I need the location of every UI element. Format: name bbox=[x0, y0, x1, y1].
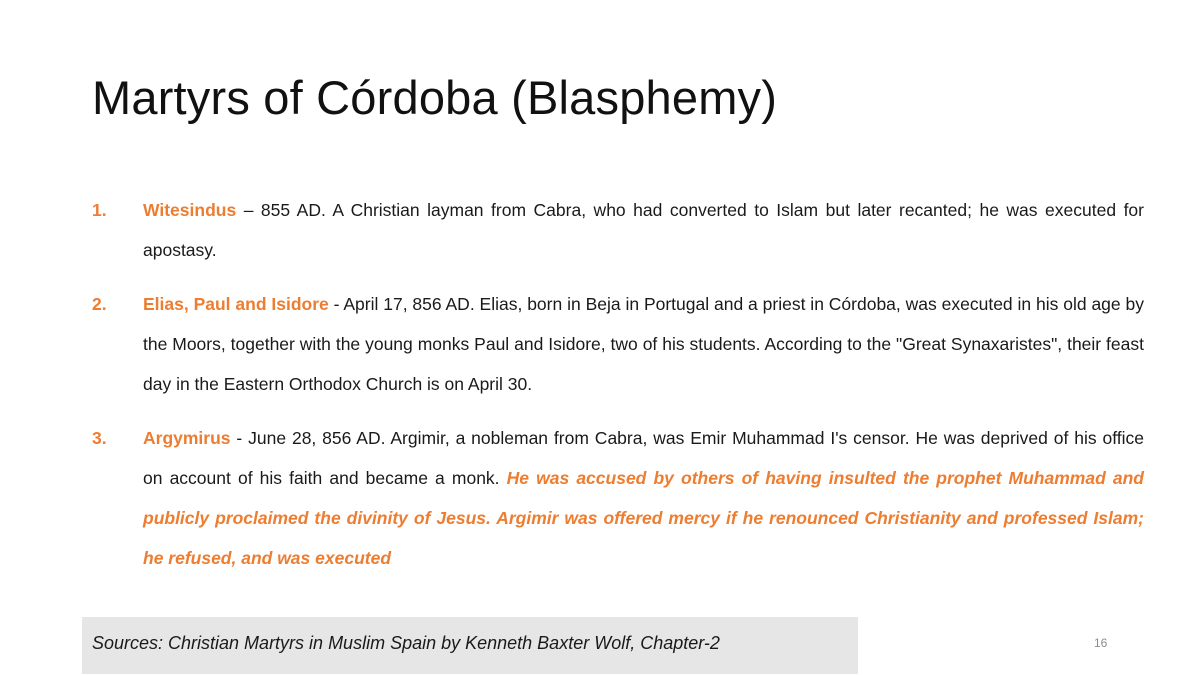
martyr-name: Witesindus bbox=[143, 200, 237, 220]
martyr-description: - June 28, 856 AD. Argimir, a nobleman from Cabra, was Emir Muhammad I's censor. He was deprived of his office on account of his faith and became a monk. bbox=[143, 428, 1144, 488]
list-item-body bbox=[143, 418, 1144, 578]
list-item bbox=[92, 190, 1144, 270]
martyr-description: – 855 AD. A Christian layman from Cabra, who had converted to Islam but later recanted; he was executed for apostasy. bbox=[143, 200, 1144, 260]
list-item-body bbox=[143, 284, 1144, 404]
list-item bbox=[92, 284, 1144, 404]
sources-box bbox=[82, 617, 858, 674]
emphasized-description: He was accused by others of having insulted the prophet Muhammad and publicly proclaimed the divinity of Jesus. Argimir was offered mercy if he renounced Christianity and professed Islam; he refused, and was executed bbox=[143, 468, 1145, 568]
sources-text: Sources: Christian Martyrs in Muslim Spain by Kenneth Baxter Wolf, Chapter-2 bbox=[92, 633, 720, 653]
list-item-number: 3. bbox=[92, 428, 107, 448]
martyr-list bbox=[92, 190, 1144, 592]
list-item bbox=[92, 418, 1144, 578]
list-item-body bbox=[143, 190, 1144, 270]
martyr-name: Argymirus bbox=[143, 428, 231, 448]
list-item-number: 1. bbox=[92, 200, 107, 220]
martyr-name: Elias, Paul and Isidore bbox=[143, 294, 329, 314]
list-item-number: 2. bbox=[92, 294, 107, 314]
page-number: 16 bbox=[1094, 636, 1108, 650]
martyr-description: - April 17, 856 AD. Elias, born in Beja in Portugal and a priest in Córdoba, was executed in his old age by the Moors, together with the young monks Paul and Isidore, two of his students. According to the "Great Synaxaristes", their feast day in the Eastern Orthodox Church is on April 30. bbox=[143, 294, 1144, 394]
slide-title: Martyrs of Córdoba (Blasphemy) bbox=[92, 71, 778, 124]
